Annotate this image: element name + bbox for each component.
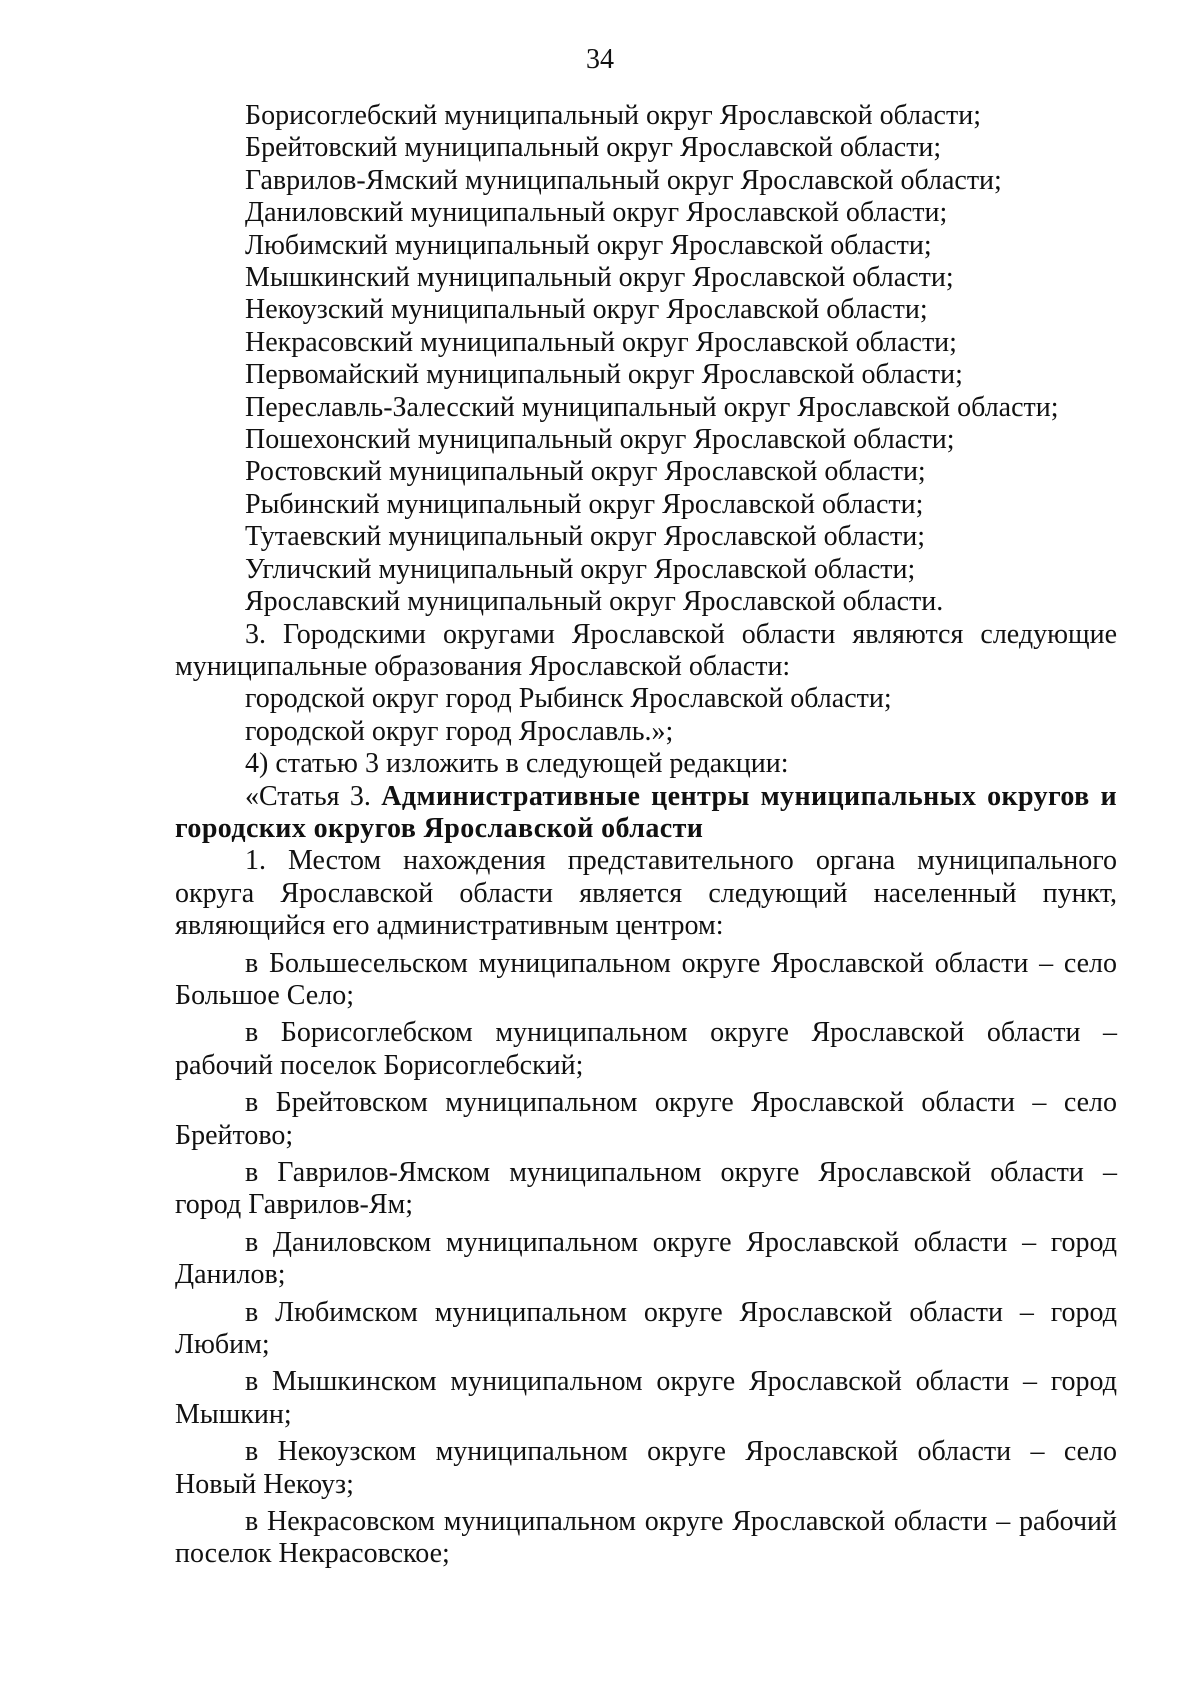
list-item: Даниловский муниципальный округ Ярославской области; <box>245 197 948 229</box>
list-item: в Даниловском муниципальном округе Ярославской области – город Данилов; <box>175 1226 1117 1291</box>
list-item: Некрасовский муниципальный округ Ярославской области; <box>245 326 957 358</box>
list-item: Тутаевский муниципальный округ Ярославской области; <box>245 521 925 553</box>
document-body <box>175 100 1117 1576</box>
list-item: Брейтовский муниципальный округ Ярославской области; <box>245 132 942 164</box>
list-item: в Брейтовском муниципальном округе Ярославской области – село Брейтово; <box>175 1087 1117 1151</box>
page-number: 34 <box>586 44 614 75</box>
list-item: городской округ город Рыбинск Ярославской области; <box>245 683 892 715</box>
list-item: в Любимском муниципальном округе Ярославской области – город Любим; <box>175 1296 1117 1361</box>
list-item: в Большесельском муниципальном округе Ярославской области – село Большое Село; <box>175 947 1117 1011</box>
article-3-prefix: «Статья 3. <box>245 780 382 812</box>
list-item: городской округ город Ярославль.»; <box>245 715 674 747</box>
clause-3-paragraph: 3. Городскими округами Ярославской области являются следующие муниципальные образования Ярославской области: <box>175 618 1117 682</box>
list-item: Угличский муниципальный округ Ярославской области; <box>245 553 916 585</box>
list-item: в Гаврилов-Ямском муниципальном округе Ярославской области – город Гаврилов-Ям; <box>175 1157 1117 1221</box>
list-item: в Мышкинском муниципальном округе Ярославской области – город Мышкин; <box>175 1366 1117 1430</box>
list-item: Ярославский муниципальный округ Ярославской области. <box>245 586 944 618</box>
clause-1-paragraph: 1. Местом нахождения представительного органа муниципального округа Ярославской области является следующий населенный пункт, являющийся его административным центром: <box>175 845 1117 942</box>
list-item: Рыбинский муниципальный округ Ярославской области; <box>245 488 924 520</box>
list-item: Борисоглебский муниципальный округ Ярославской области; <box>245 100 981 131</box>
list-item: Гаврилов-Ямский муниципальный округ Ярославской области; <box>245 164 1002 196</box>
district-list <box>175 100 1117 619</box>
list-item: Любимский муниципальный округ Ярославской области; <box>245 229 932 261</box>
article-3-heading <box>175 781 1117 846</box>
list-item: Мышкинский муниципальный округ Ярославской области; <box>245 262 954 294</box>
list-item: в Некоузском муниципальном округе Ярославской области – село Новый Некоуз; <box>175 1436 1117 1500</box>
list-item: Ростовский муниципальный округ Ярославской области; <box>245 456 926 488</box>
list-item: в Некрасовском муниципальном округе Ярославской области – рабочий поселок Некрасовское; <box>175 1506 1117 1570</box>
list-item: Первомайский муниципальный округ Ярославской области; <box>245 359 963 391</box>
administrative-centers-list <box>175 948 1117 1571</box>
list-item: Пошехонский муниципальный округ Ярославской области; <box>245 424 955 456</box>
list-item: в Борисоглебском муниципальном округе Ярославской области – рабочий поселок Борисоглебский; <box>175 1017 1117 1081</box>
point-4-paragraph: 4) статью 3 изложить в следующей редакции: <box>245 748 789 780</box>
list-item: Некоузский муниципальный округ Ярославской области; <box>245 294 928 326</box>
list-item: Переславль-Залесский муниципальный округ Ярославской области; <box>245 391 1059 423</box>
article-3-title: Административные центры муниципальных округов и городских округов Ярославской области <box>175 780 1117 844</box>
